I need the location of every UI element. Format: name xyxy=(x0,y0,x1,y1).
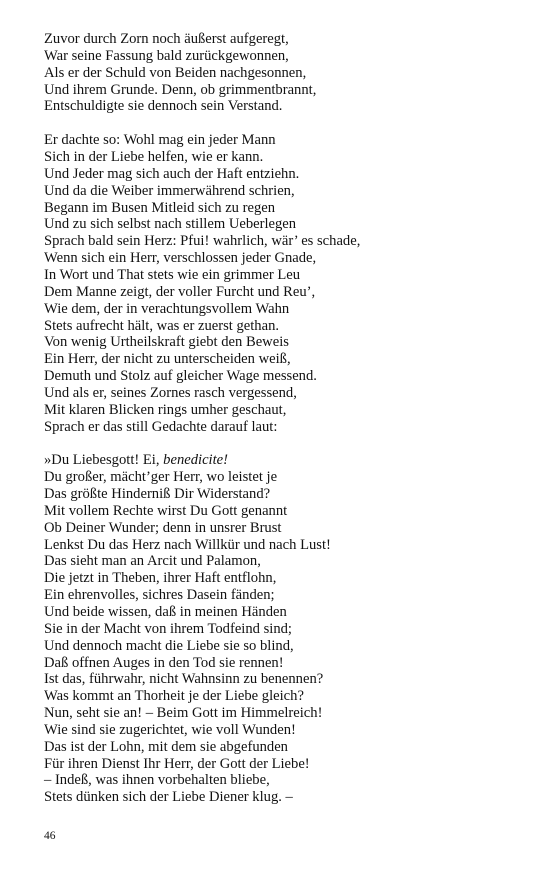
verse-line: Entschuldigte sie dennoch sein Verstand. xyxy=(44,98,283,115)
verse-line: War seine Fassung bald zurückgewonnen, xyxy=(44,47,289,64)
verse-line-italic: benedicite! xyxy=(163,452,228,469)
stanza-1 xyxy=(44,31,524,115)
stanza-3 xyxy=(44,452,524,806)
stanza-gap xyxy=(44,435,524,452)
verse-line: Als er der Schuld von Beiden nachgesonnen, xyxy=(44,64,307,81)
stanza-gap xyxy=(44,115,524,132)
verse-line: Zuvor durch Zorn noch äußerst aufgeregt, xyxy=(44,31,289,47)
verse-line: Was kommt an Thorheit je der Liebe gleich? xyxy=(44,688,304,705)
page-number: 46 xyxy=(44,830,56,842)
poem-text xyxy=(44,31,524,806)
verse-line: Das größte Hinderniß Dir Widerstand? xyxy=(44,486,271,503)
verse-line: Mit vollem Rechte wirst Du Gott genannt xyxy=(44,502,288,519)
verse-line: Nun, seht sie an! – Beim Gott im Himmelreich! xyxy=(44,705,323,722)
verse-line: Und als er, seines Zornes rasch vergessend, xyxy=(44,384,297,401)
verse-line: Und da die Weiber immerwährend schrien, xyxy=(44,182,295,199)
verse-line: Sprach er das still Gedachte darauf laut: xyxy=(44,418,278,435)
verse-line: Und zu sich selbst nach stillem Ueberlegen xyxy=(44,216,297,233)
verse-line: Stets aufrecht hält, was er zuerst gethan. xyxy=(44,317,280,334)
verse-line: Und ihrem Grunde. Denn, ob grimmentbrannt, xyxy=(44,81,317,98)
verse-line: Das ist der Lohn, mit dem sie abgefunden xyxy=(44,738,288,755)
verse-line: Für ihren Dienst Ihr Herr, der Gott der Liebe! xyxy=(44,755,310,772)
verse-line: – Indeß, was ihnen vorbehalten bliebe, xyxy=(44,772,270,789)
verse-line: Und Jeder mag sich auch der Haft entziehn. xyxy=(44,165,300,182)
verse-line: Wie dem, der in verachtungsvollem Wahn xyxy=(44,300,290,317)
verse-line: Sprach bald sein Herz: Pfui! wahrlich, wär’ es schade, xyxy=(44,233,361,250)
verse-line: In Wort und That stets wie ein grimmer Leu xyxy=(44,266,301,283)
verse-line: Und beide wissen, daß in meinen Händen xyxy=(44,604,287,620)
verse-line: Von wenig Urtheilskraft giebt den Beweis xyxy=(44,334,289,351)
verse-line: Ob Deiner Wunder; denn in unsrer Brust xyxy=(44,519,282,536)
verse-line: Ist das, führwahr, nicht Wahnsinn zu benennen? xyxy=(44,671,324,688)
verse-line: Ein ehrenvolles, sichres Dasein fänden; xyxy=(44,587,275,604)
stanza-2 xyxy=(44,132,524,435)
verse-line: Sie in der Macht von ihrem Todfeind sind; xyxy=(44,620,292,637)
verse-line: Mit klaren Blicken rings umher geschaut, xyxy=(44,401,287,418)
verse-line: Das sieht man an Arcit und Palamon, xyxy=(44,553,261,570)
verse-line: Wenn sich ein Herr, verschlossen jeder Gnade, xyxy=(44,250,317,267)
verse-line-first xyxy=(44,452,524,469)
verse-line: Ein Herr, der nicht zu unterscheiden weiß, xyxy=(44,351,291,368)
verse-line: Du großer, mächt’ger Herr, wo leistet je xyxy=(44,469,278,486)
verse-line: Begann im Busen Mitleid sich zu regen xyxy=(44,199,276,216)
verse-line: Und dennoch macht die Liebe sie so blind, xyxy=(44,637,294,654)
verse-line: Wie sind sie zugerichtet, wie voll Wunden! xyxy=(44,721,296,738)
verse-line: Er dachte so: Wohl mag ein jeder Mann xyxy=(44,132,276,149)
verse-line: Daß offnen Auges in den Tod sie rennen! xyxy=(44,654,284,671)
verse-line: Sich in der Liebe helfen, wie er kann. xyxy=(44,149,264,166)
verse-line: Demuth und Stolz auf gleicher Wage messend. xyxy=(44,368,317,385)
verse-line: Die jetzt in Theben, ihrer Haft entflohn, xyxy=(44,570,277,587)
verse-line-prefix: »Du Liebesgott! Ei, xyxy=(44,452,164,469)
verse-line: Stets dünken sich der Liebe Diener klug. – xyxy=(44,789,293,806)
verse-line: Dem Manne zeigt, der voller Furcht und Reu’, xyxy=(44,283,316,300)
verse-line: Lenkst Du das Herz nach Willkür und nach Lust! xyxy=(44,536,331,553)
